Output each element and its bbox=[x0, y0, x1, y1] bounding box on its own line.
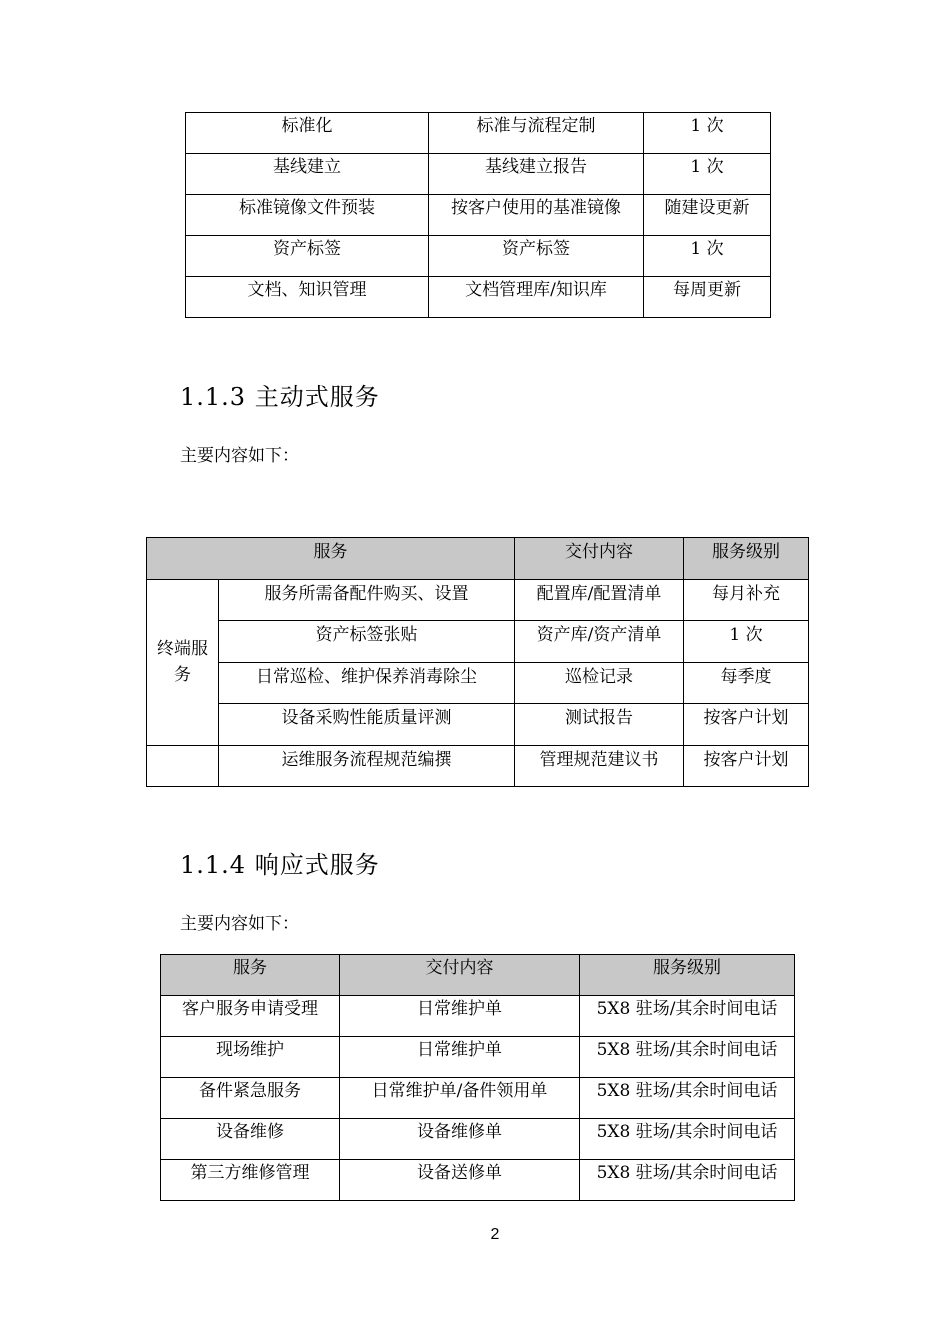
table-cell: 1 次 bbox=[644, 113, 771, 154]
table-cell: 资产库/资产清单 bbox=[515, 621, 684, 663]
table-cell: 日常维护单 bbox=[340, 1037, 580, 1078]
table-cell: 1 次 bbox=[644, 154, 771, 195]
table-cell: 1 次 bbox=[684, 621, 809, 663]
table-header-row bbox=[161, 955, 795, 996]
table-cell: 测试报告 bbox=[515, 704, 684, 746]
table-cell: 设备维修 bbox=[161, 1119, 340, 1160]
table-row bbox=[147, 745, 809, 787]
page-number: 2 bbox=[490, 1226, 500, 1243]
table-cell: 5X8 驻场/其余时间电话 bbox=[580, 1037, 795, 1078]
table-cell: 每季度 bbox=[684, 662, 809, 704]
table-cell: 标准镜像文件预装 bbox=[186, 195, 429, 236]
group-label-line: 务 bbox=[174, 665, 191, 685]
section-heading-responsive: 1.1.4 响应式服务 bbox=[180, 851, 380, 879]
table-cell: 每月补充 bbox=[684, 579, 809, 621]
table-cell: 5X8 驻场/其余时间电话 bbox=[580, 996, 795, 1037]
table-cell: 按客户使用的基准镜像 bbox=[429, 195, 644, 236]
table-row bbox=[147, 704, 809, 746]
table-deliverables-continued bbox=[185, 112, 771, 318]
table-cell: 日常维护单/备件领用单 bbox=[340, 1078, 580, 1119]
table-cell: 标准化 bbox=[186, 113, 429, 154]
table-cell: 5X8 驻场/其余时间电话 bbox=[580, 1119, 795, 1160]
table-cell: 文档、知识管理 bbox=[186, 277, 429, 318]
table-cell: 备件紧急服务 bbox=[161, 1078, 340, 1119]
table-cell: 5X8 驻场/其余时间电话 bbox=[580, 1160, 795, 1201]
table-cell: 配置库/配置清单 bbox=[515, 579, 684, 621]
table-row bbox=[161, 1037, 795, 1078]
table-cell: 日常维护单 bbox=[340, 996, 580, 1037]
table-cell: 按客户计划 bbox=[684, 704, 809, 746]
column-header-level: 服务级别 bbox=[684, 538, 809, 580]
table-cell: 第三方维修管理 bbox=[161, 1160, 340, 1201]
table-row bbox=[161, 1119, 795, 1160]
table-cell: 巡检记录 bbox=[515, 662, 684, 704]
table-cell: 按客户计划 bbox=[684, 745, 809, 787]
table-row bbox=[186, 195, 771, 236]
table-cell: 日常巡检、维护保养消毒除尘 bbox=[219, 662, 515, 704]
column-header-service: 服务 bbox=[147, 538, 515, 580]
table-cell: 服务所需备配件购买、设置 bbox=[219, 579, 515, 621]
table-row bbox=[186, 277, 771, 318]
group-label-line: 终端服 bbox=[157, 639, 208, 659]
table-proactive-services bbox=[146, 537, 809, 787]
column-header-level: 服务级别 bbox=[580, 955, 795, 996]
table-cell: 资产标签 bbox=[429, 236, 644, 277]
table-cell: 客户服务申请受理 bbox=[161, 996, 340, 1037]
column-header-deliverable: 交付内容 bbox=[340, 955, 580, 996]
table-cell: 管理规范建议书 bbox=[515, 745, 684, 787]
table-cell: 文档管理库/知识库 bbox=[429, 277, 644, 318]
table-cell: 设备采购性能质量评测 bbox=[219, 704, 515, 746]
table-cell: 随建设更新 bbox=[644, 195, 771, 236]
table-cell: 设备维修单 bbox=[340, 1119, 580, 1160]
table-row bbox=[161, 1160, 795, 1201]
group-label-terminal-service bbox=[147, 579, 219, 745]
table-cell: 现场维护 bbox=[161, 1037, 340, 1078]
section-heading-proactive: 1.1.3 主动式服务 bbox=[180, 383, 380, 411]
table-responsive-services bbox=[160, 954, 795, 1201]
table-row bbox=[147, 579, 809, 621]
table-cell: 运维服务流程规范编撰 bbox=[219, 745, 515, 787]
table-row bbox=[147, 621, 809, 663]
table-cell-empty bbox=[147, 745, 219, 787]
table-row bbox=[161, 1078, 795, 1119]
table-row bbox=[186, 113, 771, 154]
table-cell: 标准与流程定制 bbox=[429, 113, 644, 154]
table-row bbox=[186, 154, 771, 195]
table-row bbox=[186, 236, 771, 277]
table-cell: 资产标签张贴 bbox=[219, 621, 515, 663]
table-header-row bbox=[147, 538, 809, 580]
table-cell: 资产标签 bbox=[186, 236, 429, 277]
table-cell: 1 次 bbox=[644, 236, 771, 277]
table-cell: 每周更新 bbox=[644, 277, 771, 318]
section-intro-text: 主要内容如下： bbox=[180, 446, 299, 466]
table-cell: 基线建立报告 bbox=[429, 154, 644, 195]
table-row bbox=[161, 996, 795, 1037]
column-header-service: 服务 bbox=[161, 955, 340, 996]
table-cell: 设备送修单 bbox=[340, 1160, 580, 1201]
table-cell: 基线建立 bbox=[186, 154, 429, 195]
column-header-deliverable: 交付内容 bbox=[515, 538, 684, 580]
section-intro-text: 主要内容如下： bbox=[180, 914, 299, 934]
table-row bbox=[147, 662, 809, 704]
table-cell: 5X8 驻场/其余时间电话 bbox=[580, 1078, 795, 1119]
